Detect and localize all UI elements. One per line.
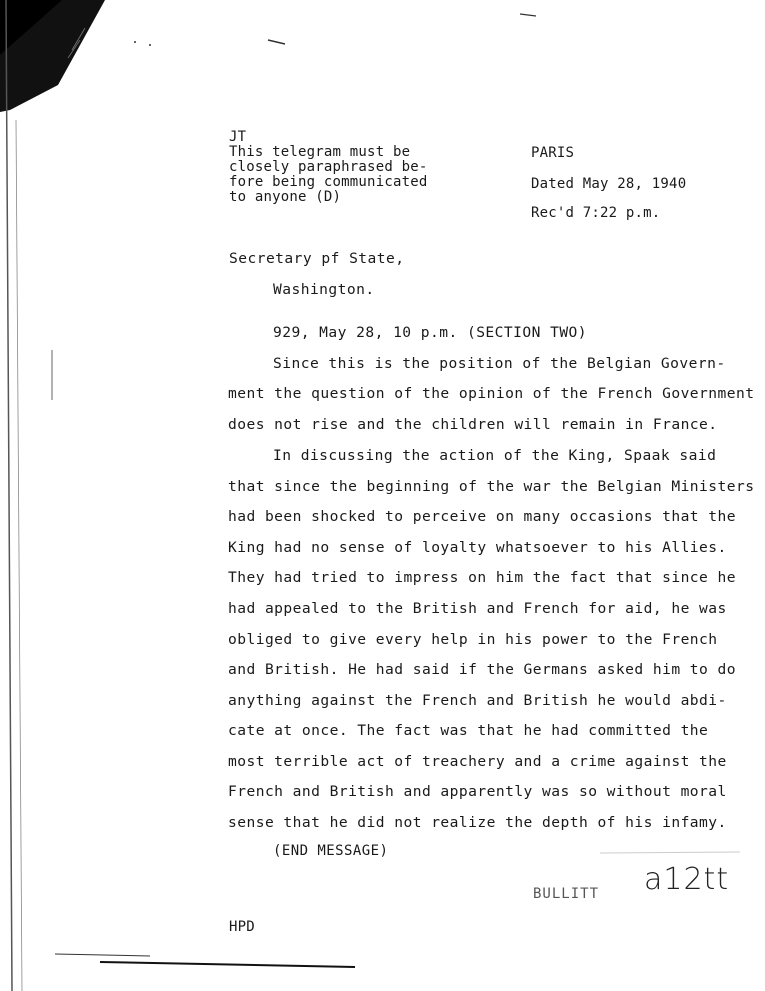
end-message: (END MESSAGE) <box>273 843 389 859</box>
origin-city: PARIS <box>531 145 575 161</box>
signature: BULLITT <box>533 886 600 902</box>
footer-initials: HPD <box>229 919 255 935</box>
message-line: anything against the French and British he would abdi- <box>228 692 727 709</box>
message-line: French and British and apparently was so without moral <box>228 783 727 800</box>
handwritten-file-number: a12tt <box>644 862 730 897</box>
message-line: They had tried to impress on him the fact that since he <box>228 569 736 586</box>
header-initials: JT <box>229 129 247 145</box>
dated-line: Dated May 28, 1940 <box>531 176 687 192</box>
notice-line: fore being communicated <box>229 174 428 190</box>
message-reference: 929, May 28, 10 p.m. (SECTION TWO) <box>273 324 588 341</box>
message-line: obliged to give every help in his power to the French <box>228 631 718 648</box>
message-line: and British. He had said if the Germans asked him to do <box>228 661 736 678</box>
message-line: sense that he did not realize the depth of his infamy. <box>228 814 727 831</box>
message-line: most terrible act of treachery and a crime against the <box>228 753 727 770</box>
message-line: King had no sense of loyalty whatsoever to his Allies. <box>228 539 727 556</box>
message-line: In discussing the action of the King, Spaak said <box>273 447 717 464</box>
notice-line: closely paraphrased be- <box>229 159 428 175</box>
message-line: had been shocked to perceive on many occasions that the <box>228 508 736 525</box>
recipient: Secretary pf State, <box>229 250 405 267</box>
message-line: had appealed to the British and French for aid, he was <box>228 600 727 617</box>
notice-line: This telegram must be <box>229 144 411 160</box>
message-line: does not rise and the children will remain in France. <box>228 416 718 433</box>
notice-line: to anyone (D) <box>229 189 342 205</box>
received-line: Rec'd 7:22 p.m. <box>531 205 661 221</box>
message-line: cate at once. The fact was that he had committed the <box>228 722 709 739</box>
message-line: ment the question of the opinion of the French Government <box>228 385 755 402</box>
message-line: Since this is the position of the Belgian Govern- <box>273 355 726 372</box>
recipient-city: Washington. <box>273 281 375 298</box>
message-line: that since the beginning of the war the Belgian Ministers <box>228 478 755 495</box>
